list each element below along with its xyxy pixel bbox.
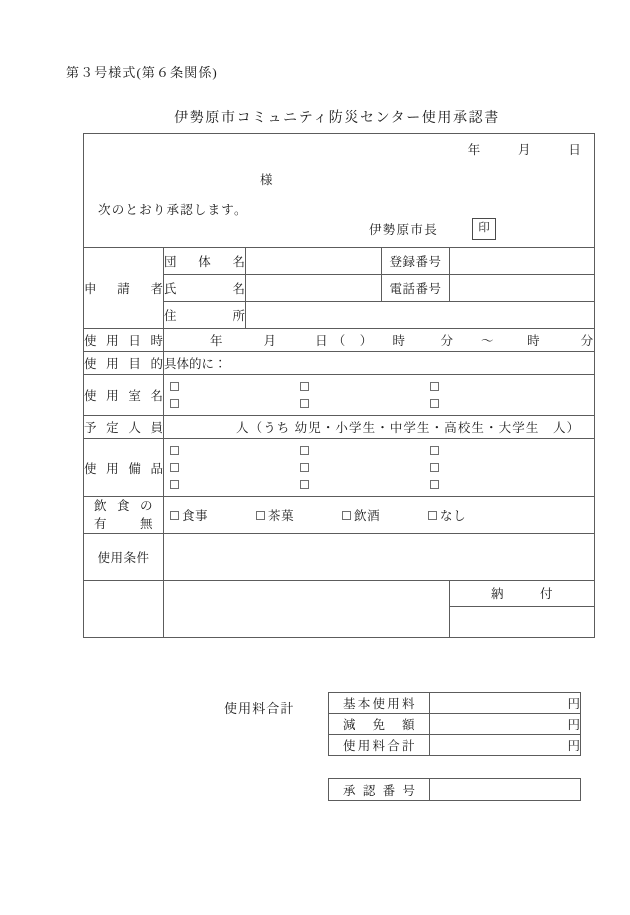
issue-date-line [468,140,582,158]
equipment-option[interactable] [300,463,430,472]
usage-end-minute-label: 分 [580,334,595,348]
fee-row-label-text: 使用料合計 [343,739,415,753]
document-title: 伊勢原市コミュニティ防災センター使用承認書 [174,111,500,126]
equipment-checkbox-grid [164,439,594,496]
room-option[interactable] [170,399,300,408]
usage-year-label: 年 [210,334,224,348]
payment-box [450,581,595,638]
usage-datetime-field[interactable] [164,329,595,352]
issuer-name: 伊勢原市長 [369,223,439,237]
checkbox-icon[interactable] [430,480,439,489]
usage-day-label: 日 （ ） [315,334,374,348]
food-drink-option-label: なし [440,509,467,524]
checkbox-icon[interactable] [170,399,179,408]
checkbox-icon[interactable] [430,399,439,408]
table-row [329,714,581,735]
equipment-option[interactable] [430,480,560,489]
equipment-checkbox-row [170,442,594,459]
payment-heading [450,581,594,607]
food-drink-option[interactable] [170,506,256,524]
addressee-honorific: 様 [260,173,274,187]
checkbox-icon[interactable] [428,511,437,520]
room-option[interactable] [300,382,430,391]
applicant-group-row [84,248,595,275]
approval-number-field[interactable] [430,779,581,801]
equipment-row [84,439,595,497]
room-option[interactable] [170,382,300,391]
phone-label: 電話番号 [382,275,450,302]
fee-row-value[interactable] [430,693,581,714]
seal-icon: 印 [472,218,496,240]
attendees-label: 予定人員 [84,416,164,439]
fee-row-label [329,693,430,714]
approval-number-table [328,778,581,801]
food-drink-label-line1: 飲 食 の [94,499,153,513]
food-drink-row [84,497,595,534]
checkbox-icon[interactable] [300,463,309,472]
issuer-row [369,218,496,240]
fee-row-label [329,714,430,735]
approval-form-table [83,133,595,638]
food-drink-label [84,497,164,534]
equipment-field [164,439,595,497]
group-name-label: 団 体 名 [164,248,246,275]
currency-label: 円 [567,739,580,753]
food-drink-option[interactable] [428,506,514,524]
phone-field[interactable] [450,275,595,302]
form-number: 第３号様式(第６条関係) [66,65,218,80]
payment-heading-label: 納 付 [491,587,554,602]
room-option[interactable] [430,382,560,391]
approval-statement: 次のとおり承認します。 [98,203,248,217]
usage-datetime-line [164,331,594,349]
header-row [84,134,595,248]
checkbox-icon[interactable] [170,463,179,472]
food-drink-option-label: 飲酒 [354,509,381,524]
equipment-option[interactable] [300,480,430,489]
checkbox-icon[interactable] [170,382,179,391]
food-drink-field [164,497,595,534]
purpose-label: 使用目的 [84,352,164,375]
checkbox-icon[interactable] [342,511,351,520]
checkbox-icon[interactable] [170,480,179,489]
year-label: 年 [467,143,482,157]
food-drink-option-label: 茶菓 [268,509,295,524]
purpose-field[interactable]: 具体的に： [164,352,595,375]
equipment-option[interactable] [170,463,300,472]
applicant-label: 申 請 者 [84,248,164,329]
group-name-field[interactable] [246,248,382,275]
equipment-option[interactable] [430,446,560,455]
rooms-checkbox-row [170,378,594,395]
rooms-field [164,375,595,416]
checkbox-icon[interactable] [170,511,179,520]
rooms-row [84,375,595,416]
usage-end-hour-label: 時 [527,334,541,348]
person-name-field[interactable] [246,275,382,302]
usage-month-label: 月 [263,334,277,348]
approval-number-label-text: 承 認 番 号 [343,783,415,798]
equipment-option[interactable] [300,446,430,455]
person-name-label: 氏 名 [164,275,246,302]
table-row [329,779,581,801]
room-option[interactable] [430,399,560,408]
payment-note-field[interactable] [164,581,450,638]
fee-row-value[interactable] [430,735,581,756]
checkbox-icon[interactable] [300,382,309,391]
checkbox-icon[interactable] [300,480,309,489]
currency-label: 円 [567,697,580,711]
day-label: 日 [568,143,583,157]
food-drink-option-label: 食事 [182,509,209,524]
conditions-row [84,534,595,581]
table-row [329,735,581,756]
rooms-checkbox-row [170,395,594,412]
month-label: 月 [518,143,532,157]
checkbox-icon[interactable] [300,446,309,455]
address-label: 住 所 [164,302,246,329]
fee-summary-caption: 使用料合計 [224,701,295,716]
payment-label [84,581,164,638]
registration-number-label: 登録番号 [382,248,450,275]
table-row [329,693,581,714]
purpose-row [84,352,595,375]
fee-row-label-text: 基本使用料 [343,697,415,711]
room-option[interactable] [300,399,430,408]
food-drink-option[interactable] [256,506,342,524]
payment-wrapper [450,581,594,607]
usage-range-separator: ～ [481,334,495,348]
equipment-checkbox-row [170,476,594,493]
currency-label: 円 [567,718,580,732]
food-drink-options [164,506,594,524]
rooms-label: 使用室名 [84,375,164,416]
rooms-checkbox-grid [164,375,594,415]
fee-row-label-text: 減 免 額 [343,718,415,732]
fee-row-label [329,735,430,756]
equipment-option[interactable] [430,463,560,472]
food-drink-option[interactable] [342,506,428,524]
checkbox-icon[interactable] [430,446,439,455]
conditions-label: 使用条件 [84,534,164,581]
checkbox-icon[interactable] [300,399,309,408]
food-drink-label-line2: 有 無 [94,517,153,532]
registration-number-field[interactable] [450,248,595,275]
checkbox-icon[interactable] [430,463,439,472]
checkbox-icon[interactable] [430,382,439,391]
checkbox-icon[interactable] [256,511,265,520]
usage-datetime-row [84,329,595,352]
approval-number-label [329,779,430,801]
fee-row-value[interactable] [430,714,581,735]
payment-row [84,581,595,638]
equipment-option[interactable] [170,446,300,455]
usage-start-minute-label: 分 [440,334,454,348]
equipment-checkbox-row [170,459,594,476]
equipment-label: 使用備品 [84,439,164,497]
attendees-row [84,416,595,439]
attendees-line: 人（うち 幼児・小学生・中学生・高校生・大学生 人） [236,421,581,435]
equipment-option[interactable] [170,480,300,489]
approval-header-cell [84,134,595,248]
conditions-field[interactable] [164,534,595,581]
fee-summary-table [328,692,581,756]
address-field[interactable] [246,302,595,329]
usage-datetime-label: 使用日時 [84,329,164,352]
checkbox-icon[interactable] [170,446,179,455]
usage-start-hour-label: 時 [392,334,407,348]
attendees-field[interactable] [164,416,595,439]
